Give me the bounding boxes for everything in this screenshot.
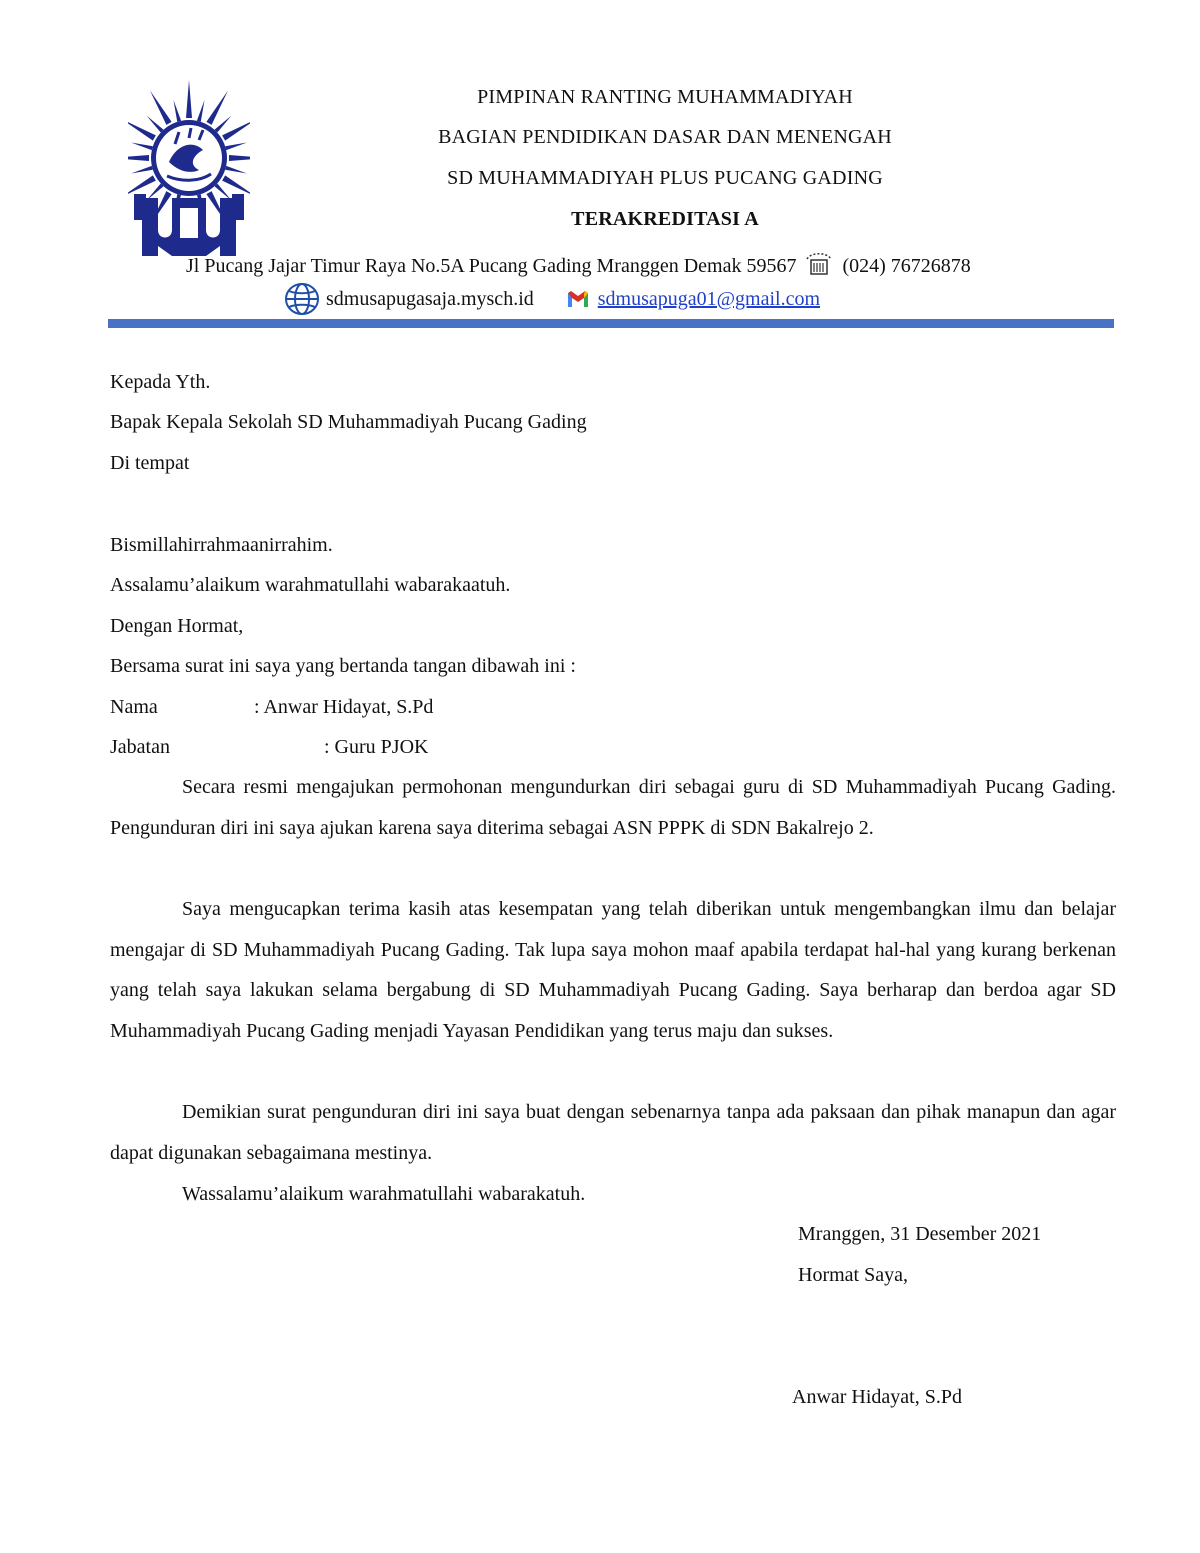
body-paragraph-2: Saya mengucapkan terima kasih atas kesempatan yang telah diberikan untuk mengembangkan ilmu dan belajar mengajar di SD Muhammadiyah Pucang Gading. Tak lupa saya mohon maaf apabila terdapat hal-hal yang kurang berkenan yang telah saya lakukan selama bergabung di SD Muhammadiyah Pucang Gading. Saya berharap dan berdoa agar SD Muhammadiyah Pucang Gading menjadi Yayasan Pendidikan yang terus maju dan sukses. <box>110 898 1116 1042</box>
globe-icon <box>284 282 320 316</box>
recipient-place: Di tempat <box>110 452 190 474</box>
body-paragraph-3: Demikian surat pengunduran diri ini saya buat dengan sebenarnya tanpa ada paksaan dan pihak manapun dan agar dapat digunakan sebagaimana mestinya. <box>110 1101 1116 1164</box>
recipient-salutation: Kepada Yth. <box>110 371 211 393</box>
basmalah: Bismillahirrahmaanirrahim. <box>110 534 333 556</box>
letterhead-address-line <box>186 250 1116 278</box>
letterhead-contact-line <box>284 282 820 316</box>
phone-number: (024) 76726878 <box>842 255 971 277</box>
closing-salam: Wassalamu’alaikum warahmatullahi wabarakatuh. <box>182 1183 586 1205</box>
email-link[interactable]: sdmusapuga01@gmail.com <box>597 287 821 310</box>
address-text: Jl Pucang Jajar Timur Raya No.5A Pucang Gading Mranggen Demak 59567 <box>186 255 797 277</box>
gmail-icon <box>566 289 590 309</box>
muhammadiyah-logo <box>128 80 250 258</box>
intro-line: Bersama surat ini saya yang bertanda tangan dibawah ini : <box>110 655 576 677</box>
recipient-name: Bapak Kepala Sekolah SD Muhammadiyah Pucang Gading <box>110 411 587 433</box>
letterhead-organization: PIMPINAN RANTING MUHAMMADIYAH <box>477 86 853 108</box>
letterhead-divider <box>108 319 1114 328</box>
telephone-icon <box>803 250 835 276</box>
letterhead-school-name: SD MUHAMMADIYAH PLUS PUCANG GADING <box>447 167 883 189</box>
letterhead-department: BAGIAN PENDIDIKAN DASAR DAN MENENGAH <box>438 126 892 148</box>
body-paragraph-1: Secara resmi mengajukan permohonan mengundurkan diri sebagai guru di SD Muhammadiyah Pucang Gading. Pengunduran diri ini saya ajukan karena saya diterima sebagai ASN PPPK di SDN Bakalrejo 2. <box>110 776 1116 839</box>
greeting: Dengan Hormat, <box>110 615 244 637</box>
signature-name: Anwar Hidayat, S.Pd <box>792 1386 962 1408</box>
opening-salam: Assalamu’alaikum warahmatullahi wabarakaatuh. <box>110 574 511 596</box>
website-link[interactable]: sdmusapugasaja.mysch.id <box>326 287 534 310</box>
position-value: : Guru PJOK <box>324 736 429 758</box>
name-label: Nama <box>110 696 158 718</box>
letterhead-accreditation: TERAKREDITASI A <box>571 208 759 230</box>
name-field <box>110 696 433 719</box>
position-label: Jabatan <box>110 736 170 758</box>
signature-regards: Hormat Saya, <box>798 1264 908 1286</box>
position-field <box>110 736 428 759</box>
signature-place-date: Mranggen, 31 Desember 2021 <box>798 1223 1042 1245</box>
name-value: : Anwar Hidayat, S.Pd <box>254 696 434 718</box>
